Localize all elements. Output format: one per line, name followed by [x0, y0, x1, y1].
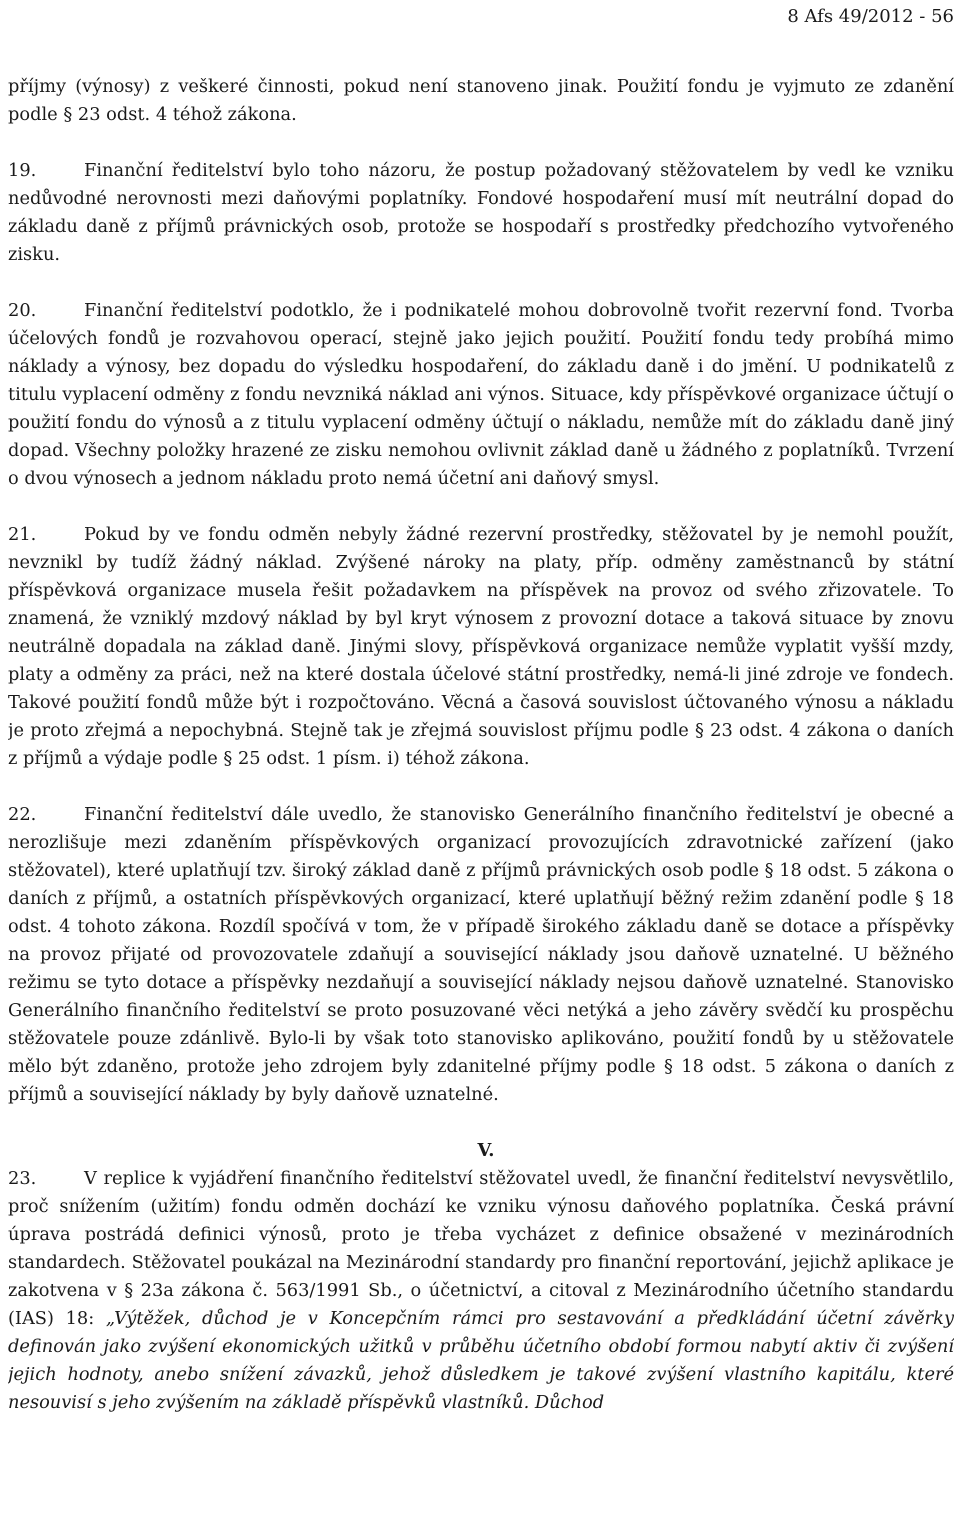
- paragraph-20: [8, 297, 954, 493]
- case-reference: 8 Afs 49/2012 - 56: [787, 6, 954, 27]
- paragraph-number: 22.: [8, 804, 37, 825]
- section-heading: V.: [477, 1140, 495, 1161]
- paragraph-text: příjmy (výnosy) z veškeré činnosti, pokud není stanoveno jinak. Použití fondu je vyjmuto ze zdanění podle § 23 odst. 4 téhož zákona.: [8, 76, 954, 125]
- paragraph-number: 23.: [8, 1168, 37, 1189]
- paragraph-text: Finanční ředitelství bylo toho názoru, že postup požadovaný stěžovatelem by vedl ke vzniku nedůvodné nerovnosti mezi daňovými poplatníky. Fondové hospodaření musí mít neutrální dopad do základu daně z příjmů právnických osob, protože se hospodaří s prostředky předchozího vytvořeného zisku.: [8, 160, 954, 265]
- paragraph-text: Finanční ředitelství dále uvedlo, že stanovisko Generálního finančního ředitelství je obecné a nerozlišuje mezi zdaněním příspěvkových organizací provozujících zdravotnické zařízení (jako stěžovatel), které uplatňují tzv. široký základ daně z příjmů právnických osob podle § 18 odst. 5 zákona o daních z příjmů, a ostatních příspěvkových organizací, které uplatňují běžný režim zdanění podle § 18 odst. 4 tohoto zákona. Rozdíl spočívá v tom, že v případě širokého základu daně se dotace a příspěvky na provoz přijaté od provozovatele zdaňují a související náklady jsou daňově uznatelné. U běžného režimu se tyto dotace a příspěvky nezdaňují a související náklady nejsou daňově uznatelné. Stanovisko Generálního finančního ředitelství se proto posuzované věci netýká a jeho závěry svědčí ku prospěchu stěžovatele pouze zdánlivě. Bylo-li by však toto stanovisko aplikováno, použití fondů by u stěžovatele mělo být zdaněno, protože jeho zdrojem byly zdanitelné příjmy podle § 18 odst. 5 zákona o daních z příjmů a související náklady by byly daňově uznatelné.: [8, 804, 954, 1105]
- paragraph-number: 21.: [8, 524, 37, 545]
- paragraph-23: [8, 1165, 954, 1417]
- paragraph-19: [8, 157, 954, 269]
- paragraph-number: 19.: [8, 160, 37, 181]
- document-body: [8, 73, 954, 1417]
- paragraph-21: [8, 521, 954, 773]
- document-page: [8, 0, 954, 1514]
- quoted-standard-text: „Výtěžek, důchod je v Koncepčním rámci pro sestavování a předkládání účetní závěrky definován jako zvýšení ekonomických užitků v průběhu účetního období formou nabytí aktiv či zvýšení jejich hodnoty, anebo snížení závazků, jehož důsledkem je takové zvýšení vlastního kapitálu, které nesouvisí s jeho zvýšením na základě příspěvků vlastníků. Důchod: [8, 1308, 954, 1413]
- paragraph-number: 20.: [8, 300, 37, 321]
- paragraph-text: V replice k vyjádření finančního ředitelství stěžovatel uvedl, že finanční ředitelství nevysvětlilo, proč snížením (užitím) fondu odměn dochází ke vzniku výnosu daňového poplatníka. Česká právní úprava postrádá definici výnosů, proto je třeba vycházet z definice obsažené v mezinárodních standardech. Stěžovatel poukázal na Mezinárodní standardy pro finanční reportování, jejichž aplikace je zakotvena v § 23a zákona č. 563/1991 Sb., o účetnictví, a citoval z Mezinárodního účetního standardu (IAS) 18:: [8, 1168, 954, 1329]
- paragraph-continuation: [8, 73, 954, 129]
- paragraph-text: Pokud by ve fondu odměn nebyly žádné rezervní prostředky, stěžovatel by je nemohl použít, nevznikl by tudíž žádný náklad. Zvýšené nároky na platy, příp. odměny zaměstnanců by státní příspěvková organizace musela řešit požadavkem na příspěvek na provoz od svého zřizovatele. To znamená, že vzniklý mzdový náklad by byl kryt výnosem z provozní dotace a taková situace by znovu neutrálně dopadala na základ daně. Jinými slovy, příspěvková organizace nemůže vyplatit vyšší mzdy, platy a odměny za práci, než na které dostala účelové státní prostředky, nemá-li jiné zdroje ve fondech. Takové použití fondů může být i rozpočtováno. Věcná a časová souvislost účtovaného výnosu a nákladu je proto zřejmá a nepochybná. Stejně tak je zřejmá souvislost příjmu podle § 23 odst. 4 zákona o daních z příjmů a výdaje podle § 25 odst. 1 písm. i) téhož zákona.: [8, 524, 954, 769]
- paragraph-text: Finanční ředitelství podotklo, že i podnikatelé mohou dobrovolně tvořit rezervní fond. Tvorba účelových fondů je rozvahovou operací, stejně jako jejich použití. Použití fondu tedy probíhá mimo náklady a výnosy, bez dopadu do výsledku hospodaření, do základu daně i do jmění. U podnikatelů z titulu vyplacení odměny z fondu nevzniká náklad ani výnos. Situace, kdy příspěvkové organizace účtují o použití fondu do výnosů a z titulu vyplacení odměny účtují o nákladu, nemůže mít do základu daně jiný dopad. Všechny položky hrazené ze zisku nemohou ovlivnit základ daně u žádného z poplatníků. Tvrzení o dvou výnosech a jednom nákladu proto nemá účetní ani daňový smysl.: [8, 300, 954, 489]
- paragraph-22: [8, 801, 954, 1109]
